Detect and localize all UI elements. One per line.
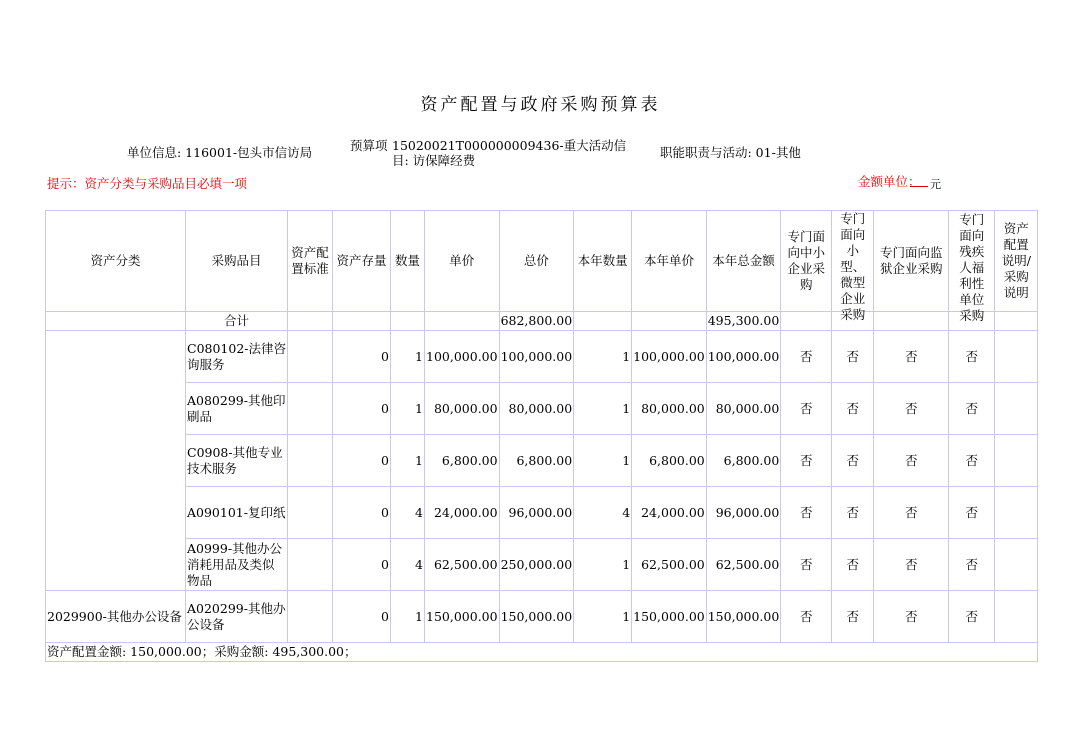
item-cell: A0999-其他办公消耗用品及类似物品	[186, 539, 288, 591]
unit-price-cell: 80,000.00	[425, 383, 500, 435]
micro-cell: 否	[832, 331, 874, 383]
stock-cell: 0	[333, 383, 391, 435]
col-header: 资产配置标准	[288, 211, 333, 312]
config-standard-cell	[288, 591, 333, 643]
micro-cell: 否	[832, 435, 874, 487]
col-header: 总价	[499, 211, 574, 312]
stock-cell: 0	[333, 539, 391, 591]
item-cell: A080299-其他印刷品	[186, 383, 288, 435]
year-total-cell: 96,000.00	[706, 487, 781, 539]
remark-cell	[995, 487, 1038, 539]
sme-cell: 否	[781, 539, 832, 591]
qty-cell: 1	[391, 331, 425, 383]
duty-info: 职能职责与活动: 01-其他	[660, 145, 801, 160]
sme-cell: 否	[781, 591, 832, 643]
total-price-cell: 250,000.00	[499, 539, 574, 591]
remark-cell	[995, 383, 1038, 435]
unit-price-cell: 24,000.00	[425, 487, 500, 539]
year-qty-cell: 1	[574, 383, 632, 435]
prison-cell: 否	[874, 331, 949, 383]
config-standard-cell	[288, 331, 333, 383]
budget-table	[45, 210, 1038, 662]
total-price-cell: 96,000.00	[499, 487, 574, 539]
year-total-cell: 6,800.00	[706, 435, 781, 487]
footer-row	[46, 643, 1038, 662]
table-row	[46, 435, 1038, 487]
table-row	[46, 331, 1038, 383]
remark-cell	[995, 435, 1038, 487]
qty-cell: 4	[391, 487, 425, 539]
unit-price-cell: 100,000.00	[425, 331, 500, 383]
disabled-cell: 否	[949, 383, 995, 435]
year-unit-price-cell: 6,800.00	[632, 435, 707, 487]
col-header: 采购品目	[186, 211, 288, 312]
stock-cell: 0	[333, 487, 391, 539]
col-header: 专门面向监狱企业采购	[874, 211, 949, 312]
table-row	[46, 591, 1038, 643]
unit-price-cell: 62,500.00	[425, 539, 500, 591]
item-cell: C080102-法律咨询服务	[186, 331, 288, 383]
footer-summary: 资产配置金额: 150,000.00；采购金额: 495,300.00；	[46, 643, 1038, 662]
year-total-cell: 80,000.00	[706, 383, 781, 435]
budget-item-value: 15020021T000000009436-重大活动信	[392, 138, 627, 153]
year-total-cell: 100,000.00	[706, 331, 781, 383]
disabled-cell: 否	[949, 487, 995, 539]
total-label: 合计	[186, 312, 288, 331]
total-year-amount: 495,300.00	[706, 312, 781, 331]
year-qty-cell: 1	[574, 435, 632, 487]
amount-unit-value: 元	[930, 178, 941, 191]
total-price: 682,800.00	[499, 312, 574, 331]
year-unit-price-cell: 24,000.00	[632, 487, 707, 539]
col-header: 资产分类	[46, 211, 186, 312]
col-header: 本年总金额	[706, 211, 781, 312]
year-qty-cell: 1	[574, 331, 632, 383]
col-header: 专门面向中小企业采购	[781, 211, 832, 312]
year-unit-price-cell: 100,000.00	[632, 331, 707, 383]
unit-price-cell: 150,000.00	[425, 591, 500, 643]
amount-unit-underline	[910, 186, 928, 187]
total-row	[46, 312, 1038, 331]
table-row	[46, 539, 1038, 591]
table-header-row	[46, 211, 1038, 312]
remark-cell	[995, 331, 1038, 383]
disabled-cell: 否	[949, 539, 995, 591]
prison-cell: 否	[874, 383, 949, 435]
year-unit-price-cell: 62,500.00	[632, 539, 707, 591]
year-total-cell: 150,000.00	[706, 591, 781, 643]
micro-cell: 否	[832, 487, 874, 539]
micro-cell: 否	[832, 539, 874, 591]
item-cell: C0908-其他专业技术服务	[186, 435, 288, 487]
year-qty-cell: 1	[574, 539, 632, 591]
disabled-cell: 否	[949, 331, 995, 383]
sme-cell: 否	[781, 487, 832, 539]
col-header: 专门面向小型、微型企业采购	[832, 211, 874, 312]
stock-cell: 0	[333, 435, 391, 487]
col-header: 本年单价	[632, 211, 707, 312]
col-header: 专门面向残疾人福利性单位采购	[949, 211, 995, 312]
remark-cell	[995, 591, 1038, 643]
col-header: 数量	[391, 211, 425, 312]
amount-unit-label: 金额单位：	[858, 174, 921, 189]
sme-cell: 否	[781, 383, 832, 435]
unit-price-cell: 6,800.00	[425, 435, 500, 487]
micro-cell: 否	[832, 383, 874, 435]
disabled-cell: 否	[949, 435, 995, 487]
qty-cell: 1	[391, 591, 425, 643]
total-price-cell: 150,000.00	[499, 591, 574, 643]
total-price-cell: 80,000.00	[499, 383, 574, 435]
sme-cell: 否	[781, 435, 832, 487]
col-header: 单价	[425, 211, 500, 312]
budget-item-label: 预算项	[350, 138, 388, 153]
qty-cell: 1	[391, 435, 425, 487]
remark-cell	[995, 539, 1038, 591]
micro-cell: 否	[832, 591, 874, 643]
qty-cell: 4	[391, 539, 425, 591]
year-qty-cell: 4	[574, 487, 632, 539]
prison-cell: 否	[874, 591, 949, 643]
config-standard-cell	[288, 435, 333, 487]
stock-cell: 0	[333, 331, 391, 383]
table-row	[46, 487, 1038, 539]
col-header: 资产配置说明/采购说明	[995, 211, 1038, 312]
table-row	[46, 383, 1038, 435]
year-total-cell: 62,500.00	[706, 539, 781, 591]
config-standard-cell	[288, 539, 333, 591]
prison-cell: 否	[874, 435, 949, 487]
col-header: 本年数量	[574, 211, 632, 312]
col-header: 资产存量	[333, 211, 391, 312]
qty-cell: 1	[391, 383, 425, 435]
config-standard-cell	[288, 487, 333, 539]
item-cell: A020299-其他办公设备	[186, 591, 288, 643]
prison-cell: 否	[874, 487, 949, 539]
page-title: 资产配置与政府采购预算表	[420, 95, 661, 115]
asset-class-cell	[46, 331, 186, 591]
hint-text: 提示：资产分类与采购品目必填一项	[47, 176, 248, 191]
budget-item-value-cont: 目: 访保障经费	[392, 153, 476, 168]
item-cell: A090101-复印纸	[186, 487, 288, 539]
prison-cell: 否	[874, 539, 949, 591]
asset-class-cell: 2029900-其他办公设备	[46, 591, 186, 643]
config-standard-cell	[288, 383, 333, 435]
sme-cell: 否	[781, 331, 832, 383]
total-price-cell: 100,000.00	[499, 331, 574, 383]
unit-info: 单位信息: 116001-包头市信访局	[127, 145, 313, 160]
total-price-cell: 6,800.00	[499, 435, 574, 487]
year-unit-price-cell: 150,000.00	[632, 591, 707, 643]
year-qty-cell: 1	[574, 591, 632, 643]
disabled-cell: 否	[949, 591, 995, 643]
stock-cell: 0	[333, 591, 391, 643]
year-unit-price-cell: 80,000.00	[632, 383, 707, 435]
